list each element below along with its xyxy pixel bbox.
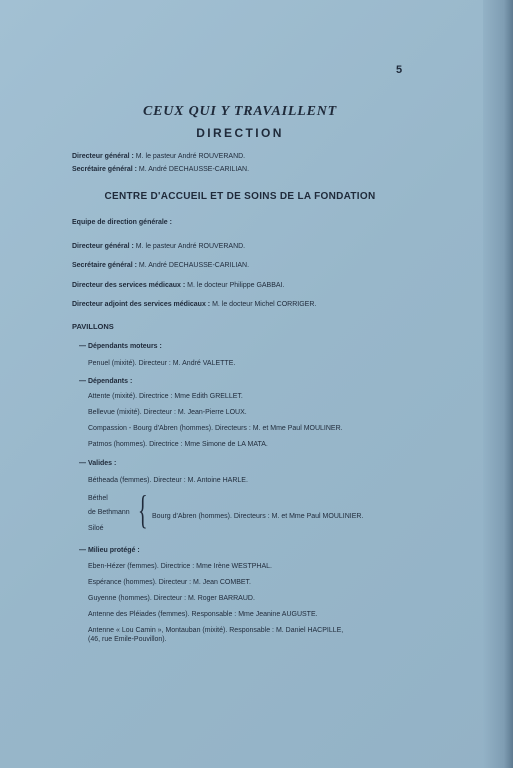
centre-dasm-value: M. le docteur Michel CORRIGER. [210,301,317,308]
centre-dsm-line [72,281,284,290]
pavillons-heading: PAVILLONS [72,322,114,331]
list-item: Béthel [88,495,108,502]
direction-dg-label: Directeur général : [72,153,134,160]
list-item: Bétheada (femmes). Directeur : M. Antoine HARLE. [88,477,248,484]
group-label-dependants: — Dépendants : [79,378,133,385]
list-item: Penuel (mixité). Directeur : M. André VALETTE. [88,360,236,367]
list-item: Patmos (hommes). Directrice : Mme Simone de LA MATA. [88,441,268,448]
main-heading: CEUX QUI Y TRAVAILLENT [142,104,338,119]
centre-sg-value: M. André DECHAUSSE-CARILIAN. [136,262,250,269]
group-label-protege: — Milieu protégé : [79,547,140,554]
centre-dg-label: Directeur général : [72,243,134,250]
direction-sg-line [72,165,249,174]
list-item: Antenne des Pléiades (femmes). Responsable : Mme Jeanine AUGUSTE. [88,611,318,618]
centre-dasm-label: Directeur adjoint des services médicaux : [72,301,211,308]
centre-sg-label: Secrétaire général : [72,262,137,269]
centre-heading: CENTRE D'ACCUEIL ET DE SOINS DE LA FONDATION [104,191,376,202]
list-item: Attente (mixité). Directrice : Mme Edith GRELLET. [88,393,243,400]
list-item: de Bethmann [88,509,130,516]
list-item: Guyenne (hommes). Directeur : M. Roger BARRAUD. [88,595,255,602]
group-label-valides: — Valides : [79,460,117,467]
list-item: Espérance (hommes). Directeur : M. Jean COMBET. [88,579,251,586]
group-label-moteurs: — Dépendants moteurs : [79,343,162,350]
list-item: Bellevue (mixité). Directeur : M. Jean-Pierre LOUX. [88,409,247,416]
list-item: (46, rue Emile-Pouvillon). [88,636,167,643]
list-item-grouped: Bourg d'Abren (hommes). Directeurs : M. et Mme Paul MOULINIER. [152,513,364,520]
list-item: Compassion - Bourg d'Abren (hommes). Directeurs : M. et Mme Paul MOULINER. [88,425,343,432]
page-number: 5 [396,64,403,76]
centre-dg-value: M. le pasteur André ROUVERAND. [133,243,246,250]
list-item: Eben-Hézer (femmes). Directrice : Mme Irène WESTPHAL. [88,563,272,570]
list-item: Siloé [88,525,104,532]
grouping-brace: { [138,487,148,532]
direction-heading: DIRECTION [196,126,284,140]
equipe-heading: Equipe de direction générale : [72,219,172,226]
centre-dg-line [72,242,245,251]
centre-dsm-value: M. le docteur Philippe GABBAI. [185,282,285,289]
direction-sg-value: M. André DECHAUSSE-CARILIAN. [136,166,250,173]
centre-dasm-line [72,300,316,309]
direction-sg-label: Secrétaire général : [72,166,137,173]
direction-dg-value: M. le pasteur André ROUVERAND. [133,153,246,160]
direction-dg-line [72,152,245,161]
page-edge [483,0,513,768]
centre-dsm-label: Directeur des services médicaux : [72,282,186,289]
centre-sg-line [72,261,249,270]
list-item: Antenne « Lou Camin », Montauban (mixité). Responsable : M. Daniel HACPILLE, [88,627,344,634]
